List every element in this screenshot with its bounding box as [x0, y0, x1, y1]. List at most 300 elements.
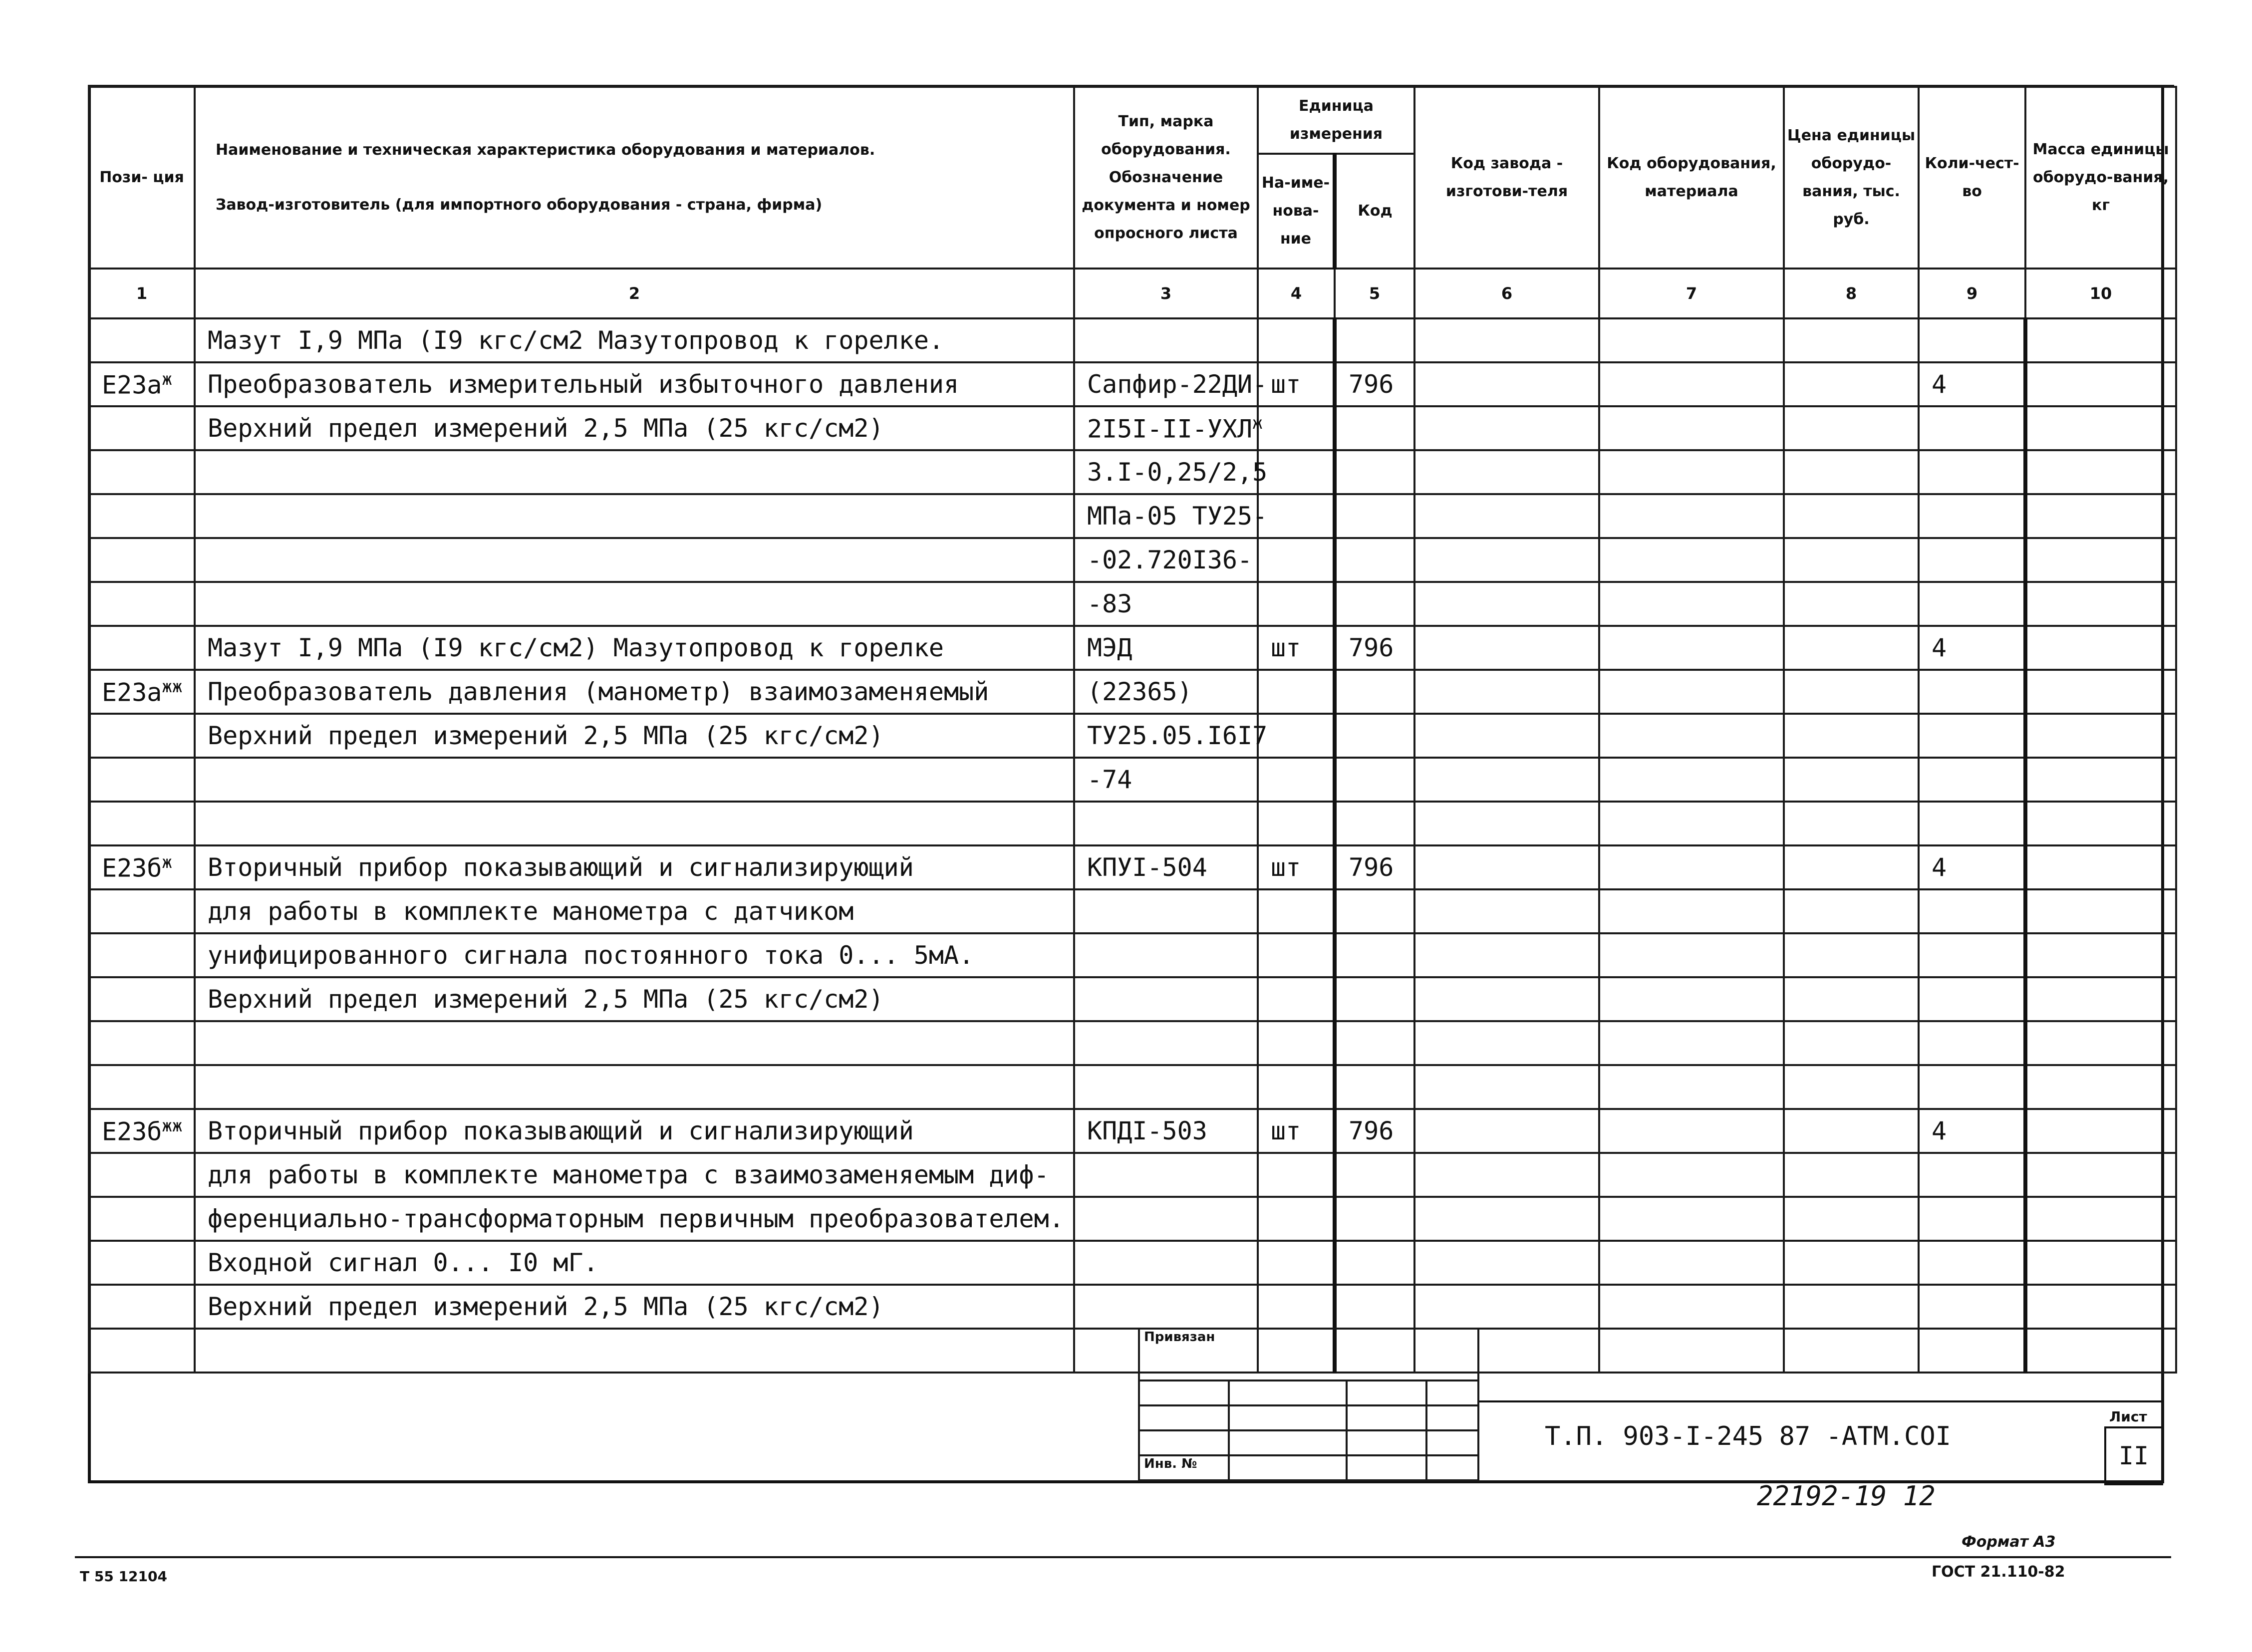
equipment-specification-table	[88, 86, 2177, 1374]
table-row	[89, 977, 2176, 1021]
binding-stamp	[1138, 1328, 1479, 1481]
quantity-cell	[1919, 318, 2025, 362]
mass-cell	[2025, 845, 2176, 889]
column-number: 9	[1919, 269, 2025, 318]
table-row	[89, 670, 2176, 714]
mass-cell	[2025, 538, 2176, 582]
table-row	[89, 494, 2176, 538]
plant-code-cell	[1414, 1065, 1599, 1109]
name-cell	[195, 582, 1074, 626]
price-cell	[1784, 1065, 1919, 1109]
unit-cell	[1258, 1241, 1335, 1285]
name-cell: Преобразователь давления (манометр) взаимозаменяемый	[195, 670, 1074, 714]
unit-cell	[1258, 977, 1335, 1021]
position-cell	[89, 1153, 195, 1197]
equipment-code-cell	[1599, 450, 1784, 494]
mass-cell	[2025, 889, 2176, 933]
unit-cell	[1258, 889, 1335, 933]
sheet-number: II	[2104, 1426, 2163, 1485]
header-type: Тип, марка оборудования. Обозначение документа и номер опросного листа	[1074, 87, 1258, 269]
unit-cell	[1258, 714, 1335, 758]
name-cell	[195, 758, 1074, 802]
unit-code-cell: 796	[1335, 1109, 1414, 1153]
name-cell	[195, 1021, 1074, 1065]
equipment-code-cell	[1599, 494, 1784, 538]
name-cell	[195, 1065, 1074, 1109]
header-unit-group: Единица измерения	[1258, 87, 1414, 154]
stamp-inv-label: Инв. №	[1139, 1455, 1229, 1480]
equipment-code-cell	[1599, 714, 1784, 758]
column-number: 10	[2025, 269, 2176, 318]
plant-code-cell	[1414, 802, 1599, 845]
type-cell: -02.720I36-	[1074, 538, 1258, 582]
unit-code-cell	[1335, 318, 1414, 362]
price-cell	[1784, 450, 1919, 494]
header-row	[89, 87, 2176, 154]
name-cell	[195, 450, 1074, 494]
unit-cell	[1258, 758, 1335, 802]
gost-label: ГОСТ 21.110-82	[1932, 1563, 2065, 1581]
quantity-cell	[1919, 802, 2025, 845]
unit-cell: шт	[1258, 845, 1335, 889]
price-cell	[1784, 1197, 1919, 1241]
price-cell	[1784, 845, 1919, 889]
plant-code-cell	[1414, 362, 1599, 406]
table-row	[89, 626, 2176, 670]
equipment-code-cell	[1599, 889, 1784, 933]
unit-code-cell: 796	[1335, 626, 1414, 670]
position-cell	[89, 1285, 195, 1329]
type-cell: МПа-05 ТУ25-	[1074, 494, 1258, 538]
plant-code-cell	[1414, 1241, 1599, 1285]
name-cell: ференциально-трансформаторным первичным преобразователем.	[195, 1197, 1074, 1241]
unit-code-cell	[1335, 538, 1414, 582]
plant-code-cell	[1414, 450, 1599, 494]
plant-code-cell	[1414, 758, 1599, 802]
mass-cell	[2025, 802, 2176, 845]
mass-cell	[2025, 933, 2176, 977]
unit-code-cell	[1335, 1153, 1414, 1197]
table-row	[89, 1065, 2176, 1109]
plant-code-cell	[1414, 318, 1599, 362]
name-cell: Верхний предел измерений 2,5 МПа (25 кгс/см2)	[195, 977, 1074, 1021]
type-cell	[1074, 1285, 1258, 1329]
price-cell	[1784, 582, 1919, 626]
header-quantity: Коли-чест-во	[1919, 87, 2025, 269]
table-row	[89, 845, 2176, 889]
price-cell	[1784, 626, 1919, 670]
name-cell: Верхний предел измерений 2,5 МПа (25 кгс/см2)	[195, 1285, 1074, 1329]
equipment-code-cell	[1599, 1241, 1784, 1285]
unit-cell	[1258, 933, 1335, 977]
unit-cell	[1258, 1065, 1335, 1109]
header-unit-name: На-име-нова-ние	[1258, 154, 1335, 269]
position-cell: $Е23а^ж$	[89, 362, 195, 406]
footnote-mark: жж	[162, 676, 183, 697]
quantity-cell	[1919, 1197, 2025, 1241]
quantity-cell	[1919, 977, 2025, 1021]
mass-cell	[2025, 626, 2176, 670]
type-cell: ТУ25.05.I6I7	[1074, 714, 1258, 758]
header-name-line1: Наименование и техническая характеристика оборудования и материалов.	[216, 141, 875, 159]
plant-code-cell	[1414, 1021, 1599, 1065]
stamp-bound-label: Привязан	[1139, 1329, 1478, 1380]
position-cell	[89, 582, 195, 626]
header-name	[195, 87, 1074, 269]
position-cell	[89, 714, 195, 758]
price-cell	[1784, 1021, 1919, 1065]
unit-code-cell	[1335, 758, 1414, 802]
plant-code-cell	[1414, 933, 1599, 977]
price-cell	[1784, 802, 1919, 845]
header-plant-code: Код завода - изготови-теля	[1414, 87, 1599, 269]
specification-rows	[89, 318, 2176, 1373]
plant-code-cell	[1414, 538, 1599, 582]
position-cell	[89, 977, 195, 1021]
table-row	[89, 714, 2176, 758]
unit-cell	[1258, 1285, 1335, 1329]
unit-cell	[1258, 1153, 1335, 1197]
position-cell	[89, 802, 195, 845]
plant-code-cell	[1414, 714, 1599, 758]
position-cell	[89, 626, 195, 670]
quantity-cell	[1919, 538, 2025, 582]
unit-code-cell	[1335, 1021, 1414, 1065]
name-cell: Мазут I,9 МПа (I9 кгс/см2) Мазутопровод к горелке	[195, 626, 1074, 670]
equipment-code-cell	[1599, 582, 1784, 626]
table-row	[89, 1021, 2176, 1065]
column-number: 3	[1074, 269, 1258, 318]
name-cell: Верхний предел измерений 2,5 МПа (25 кгс/см2)	[195, 714, 1074, 758]
position-cell	[89, 406, 195, 450]
plant-code-cell	[1414, 494, 1599, 538]
column-number: 8	[1784, 269, 1919, 318]
equipment-code-cell	[1599, 1197, 1784, 1241]
footnote-mark: жж	[162, 1115, 183, 1136]
position-cell	[89, 889, 195, 933]
name-cell: для работы в комплекте манометра с взаимозаменяемым диф-	[195, 1153, 1074, 1197]
equipment-code-cell	[1599, 670, 1784, 714]
type-cell: КПДI-503	[1074, 1109, 1258, 1153]
footer-rule	[75, 1556, 2171, 1558]
header-name-line2: Завод-изготовитель (для импортного оборудования - страна, фирма)	[216, 196, 823, 214]
plant-code-cell	[1414, 889, 1599, 933]
unit-code-cell	[1335, 933, 1414, 977]
table-row	[89, 450, 2176, 494]
position-cell	[89, 758, 195, 802]
type-cell	[1074, 802, 1258, 845]
plant-code-cell	[1414, 1285, 1599, 1329]
unit-code-cell	[1335, 1241, 1414, 1285]
print-code: Т 55 12104	[80, 1568, 167, 1585]
quantity-cell: 4	[1919, 845, 2025, 889]
mass-cell	[2025, 670, 2176, 714]
plant-code-cell	[1414, 626, 1599, 670]
price-cell	[1784, 889, 1919, 933]
price-cell	[1784, 362, 1919, 406]
type-cell	[1074, 1153, 1258, 1197]
quantity-cell: 4	[1919, 626, 2025, 670]
name-cell: Мазут I,9 МПа (I9 кгс/см2 Мазутопровод к горелке.	[195, 318, 1074, 362]
unit-code-cell	[1335, 494, 1414, 538]
header-position: Пози- ция	[89, 87, 195, 269]
unit-code-cell	[1335, 1065, 1414, 1109]
equipment-code-cell	[1599, 1065, 1784, 1109]
plant-code-cell	[1414, 670, 1599, 714]
name-cell	[195, 1329, 1074, 1373]
table-row	[89, 1197, 2176, 1241]
footnote-mark: ж	[162, 852, 172, 872]
header-equipment-code: Код оборудования, материала	[1599, 87, 1784, 269]
type-cell: (22365)	[1074, 670, 1258, 714]
unit-code-cell	[1335, 802, 1414, 845]
quantity-cell	[1919, 933, 2025, 977]
unit-code-cell	[1335, 582, 1414, 626]
mass-cell	[2025, 1021, 2176, 1065]
header-price: Цена единицы оборудо-вания, тыс. руб.	[1784, 87, 1919, 269]
quantity-cell	[1919, 406, 2025, 450]
table-row	[89, 406, 2176, 450]
table-row	[89, 318, 2176, 362]
equipment-code-cell	[1599, 406, 1784, 450]
column-number: 6	[1414, 269, 1599, 318]
position-cell	[89, 933, 195, 977]
type-cell: МЭД	[1074, 626, 1258, 670]
table-row	[89, 582, 2176, 626]
equipment-code-cell	[1599, 626, 1784, 670]
unit-code-cell	[1335, 1285, 1414, 1329]
title-block-rule	[1477, 1400, 2164, 1402]
column-number: 5	[1335, 269, 1414, 318]
footnote-mark: ж	[1252, 413, 1263, 433]
plant-code-cell	[1414, 1197, 1599, 1241]
unit-cell	[1258, 538, 1335, 582]
price-cell	[1784, 758, 1919, 802]
quantity-cell	[1919, 889, 2025, 933]
type-cell	[1074, 1021, 1258, 1065]
quantity-cell	[1919, 1241, 2025, 1285]
position-cell: $Е23б^{жж}$	[89, 1109, 195, 1153]
table-row	[89, 933, 2176, 977]
price-cell	[1784, 1109, 1919, 1153]
name-cell	[195, 802, 1074, 845]
mass-cell	[2025, 582, 2176, 626]
unit-cell: шт	[1258, 626, 1335, 670]
name-cell: Преобразователь измерительный избыточного давления	[195, 362, 1074, 406]
mass-cell	[2025, 1329, 2176, 1373]
unit-cell: шт	[1258, 362, 1335, 406]
unit-cell	[1258, 318, 1335, 362]
name-cell	[195, 538, 1074, 582]
table-row	[89, 758, 2176, 802]
position-cell	[89, 1021, 195, 1065]
unit-cell	[1258, 406, 1335, 450]
mass-cell	[2025, 714, 2176, 758]
unit-cell	[1258, 582, 1335, 626]
quantity-cell: 4	[1919, 1109, 2025, 1153]
mass-cell	[2025, 977, 2176, 1021]
name-cell: для работы в комплекте манометра с датчиком	[195, 889, 1074, 933]
price-cell	[1784, 318, 1919, 362]
price-cell	[1784, 977, 1919, 1021]
name-cell: Входной сигнал 0... I0 мГ.	[195, 1241, 1074, 1285]
unit-code-cell	[1335, 889, 1414, 933]
unit-code-cell	[1335, 670, 1414, 714]
equipment-code-cell	[1599, 845, 1784, 889]
column-number: 7	[1599, 269, 1784, 318]
quantity-cell	[1919, 1065, 2025, 1109]
equipment-code-cell	[1599, 362, 1784, 406]
unit-cell	[1258, 802, 1335, 845]
type-cell	[1074, 1197, 1258, 1241]
position-cell	[89, 538, 195, 582]
price-cell	[1784, 494, 1919, 538]
type-cell: $2I5I-II-УХЛ^ж$	[1074, 406, 1258, 450]
unit-cell	[1258, 1197, 1335, 1241]
unit-cell: шт	[1258, 1109, 1335, 1153]
equipment-code-cell	[1599, 1285, 1784, 1329]
table-row	[89, 1153, 2176, 1197]
mass-cell	[2025, 1285, 2176, 1329]
plant-code-cell	[1414, 1109, 1599, 1153]
position-cell	[89, 1197, 195, 1241]
unit-cell	[1258, 670, 1335, 714]
type-cell: -74	[1074, 758, 1258, 802]
type-cell	[1074, 318, 1258, 362]
mass-cell	[2025, 450, 2176, 494]
type-cell: Сапфир-22ДИ-	[1074, 362, 1258, 406]
table-row	[89, 362, 2176, 406]
document-code: Т.П. 903-I-245 87 -АТМ.СОI	[1545, 1421, 1951, 1451]
quantity-cell	[1919, 1329, 2025, 1373]
quantity-cell	[1919, 714, 2025, 758]
equipment-code-cell	[1599, 758, 1784, 802]
equipment-code-cell	[1599, 538, 1784, 582]
handwritten-number: 22192-19 12	[1757, 1480, 1936, 1512]
name-cell: Верхний предел измерений 2,5 МПа (25 кгс/см2)	[195, 406, 1074, 450]
column-number-row	[89, 269, 2176, 318]
name-cell	[195, 494, 1074, 538]
name-cell: Вторичный прибор показывающий и сигнализирующий	[195, 845, 1074, 889]
column-number: 2	[195, 269, 1074, 318]
position-cell	[89, 494, 195, 538]
type-cell	[1074, 933, 1258, 977]
table-row	[89, 538, 2176, 582]
price-cell	[1784, 1285, 1919, 1329]
quantity-cell	[1919, 494, 2025, 538]
mass-cell	[2025, 1065, 2176, 1109]
header-mass: Масса единицы оборудо-вания, кг	[2025, 87, 2176, 269]
equipment-code-cell	[1599, 1329, 1784, 1373]
position-cell	[89, 318, 195, 362]
mass-cell	[2025, 1241, 2176, 1285]
price-cell	[1784, 1153, 1919, 1197]
plant-code-cell	[1414, 582, 1599, 626]
plant-code-cell	[1414, 1153, 1599, 1197]
price-cell	[1784, 714, 1919, 758]
quantity-cell	[1919, 670, 2025, 714]
mass-cell	[2025, 406, 2176, 450]
unit-code-cell	[1335, 450, 1414, 494]
quantity-cell	[1919, 582, 2025, 626]
type-cell	[1074, 1065, 1258, 1109]
type-cell: КПУI-504	[1074, 845, 1258, 889]
equipment-code-cell	[1599, 1109, 1784, 1153]
table-row	[89, 1285, 2176, 1329]
quantity-cell: 4	[1919, 362, 2025, 406]
column-number: 1	[89, 269, 195, 318]
table-row	[89, 1241, 2176, 1285]
price-cell	[1784, 933, 1919, 977]
unit-code-cell: 796	[1335, 845, 1414, 889]
price-cell	[1784, 670, 1919, 714]
quantity-cell	[1919, 758, 2025, 802]
footnote-mark: ж	[162, 369, 172, 389]
equipment-code-cell	[1599, 1153, 1784, 1197]
unit-cell	[1258, 494, 1335, 538]
unit-code-cell	[1335, 977, 1414, 1021]
mass-cell	[2025, 494, 2176, 538]
mass-cell	[2025, 1153, 2176, 1197]
name-cell: унифицированного сигнала постоянного тока 0... 5мА.	[195, 933, 1074, 977]
position-cell	[89, 1065, 195, 1109]
plant-code-cell	[1414, 977, 1599, 1021]
type-cell: -83	[1074, 582, 1258, 626]
quantity-cell	[1919, 1153, 2025, 1197]
position-cell: $Е23б^ж$	[89, 845, 195, 889]
sheet-label: Лист	[2109, 1408, 2147, 1425]
plant-code-cell	[1414, 406, 1599, 450]
table-row	[89, 1109, 2176, 1153]
equipment-code-cell	[1599, 318, 1784, 362]
unit-code-cell	[1335, 406, 1414, 450]
unit-cell	[1258, 1021, 1335, 1065]
unit-cell	[1258, 450, 1335, 494]
position-cell: $Е23а^{жж}$	[89, 670, 195, 714]
equipment-code-cell	[1599, 977, 1784, 1021]
type-cell	[1074, 889, 1258, 933]
equipment-code-cell	[1599, 933, 1784, 977]
column-number: 4	[1258, 269, 1335, 318]
mass-cell	[2025, 362, 2176, 406]
equipment-code-cell	[1599, 802, 1784, 845]
position-cell	[89, 450, 195, 494]
name-cell: Вторичный прибор показывающий и сигнализирующий	[195, 1109, 1074, 1153]
mass-cell	[2025, 318, 2176, 362]
quantity-cell	[1919, 1021, 2025, 1065]
price-cell	[1784, 406, 1919, 450]
mass-cell	[2025, 1109, 2176, 1153]
table-row	[89, 889, 2176, 933]
type-cell	[1074, 977, 1258, 1021]
price-cell	[1784, 1241, 1919, 1285]
unit-code-cell	[1335, 714, 1414, 758]
position-cell	[89, 1241, 195, 1285]
price-cell	[1784, 538, 1919, 582]
unit-code-cell	[1335, 1197, 1414, 1241]
equipment-code-cell	[1599, 1021, 1784, 1065]
mass-cell	[2025, 758, 2176, 802]
unit-code-cell: 796	[1335, 362, 1414, 406]
type-cell	[1074, 1241, 1258, 1285]
quantity-cell	[1919, 1285, 2025, 1329]
plant-code-cell	[1414, 845, 1599, 889]
price-cell	[1784, 1329, 1919, 1373]
table-row	[89, 802, 2176, 845]
position-cell	[89, 1329, 195, 1373]
type-cell: 3.I-0,25/2,5	[1074, 450, 1258, 494]
quantity-cell	[1919, 450, 2025, 494]
